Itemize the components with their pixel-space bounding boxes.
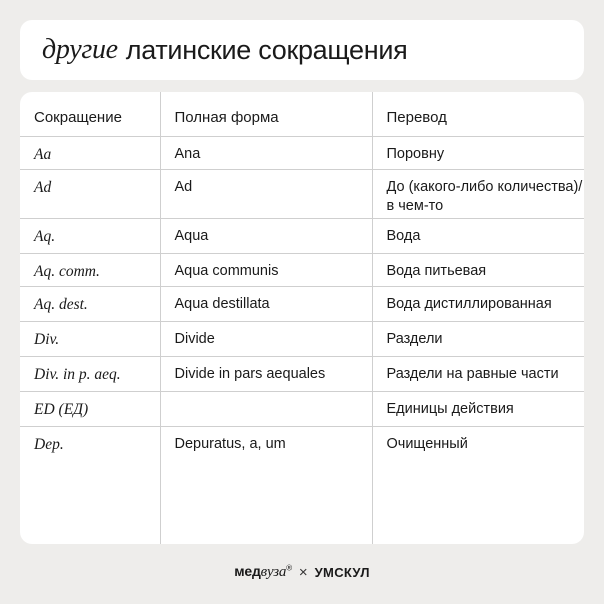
cell-full-form: Ana bbox=[160, 136, 372, 169]
cell-full-form: Aqua bbox=[160, 218, 372, 253]
cell-full-form: Aqua destillata bbox=[160, 286, 372, 321]
title-italic: другие bbox=[42, 34, 118, 65]
cell-full-form: Aqua communis bbox=[160, 253, 372, 286]
cell-translation: Раздели bbox=[372, 321, 584, 356]
title-main: латинские сокращения bbox=[125, 34, 408, 65]
cell-abbreviation: Aq. bbox=[20, 218, 160, 253]
cell-translation: Единицы действия bbox=[372, 391, 584, 426]
cell-translation: До (какого-либо количества)/в чем-то bbox=[372, 169, 584, 218]
cell-abbreviation: Aq. comm. bbox=[20, 253, 160, 286]
medvuza-logo-part1: мед bbox=[234, 563, 261, 579]
cross-icon: × bbox=[298, 563, 308, 581]
table-row bbox=[20, 169, 584, 218]
table-row bbox=[20, 356, 584, 391]
cell-abbreviation: Div. in p. aeq. bbox=[20, 356, 160, 391]
cell-translation: Очищенный bbox=[386, 435, 468, 452]
cell-full-form: Divide bbox=[160, 321, 372, 356]
cell-full-form: Depuratus, a, um bbox=[160, 426, 372, 544]
abbreviations-table bbox=[20, 92, 584, 544]
cell-abbreviation: ED (ЕД) bbox=[20, 391, 160, 426]
cell-full-form: Divide in pars aequales bbox=[160, 356, 372, 391]
cell-full-form bbox=[160, 391, 372, 426]
cell-abbreviation: Aq. dest. bbox=[20, 286, 160, 321]
cell-full-form: Ad bbox=[160, 169, 372, 218]
medvuza-logo bbox=[234, 563, 292, 581]
header-translation: Перевод bbox=[372, 92, 584, 136]
cell-translation: Раздели на равные части bbox=[372, 356, 584, 391]
medvuza-logo-part2: вуза bbox=[260, 564, 287, 580]
cell-abbreviation: Div. bbox=[20, 321, 160, 356]
table-row bbox=[20, 218, 584, 253]
cell-translation: Вода дистиллированная bbox=[372, 286, 584, 321]
title-card bbox=[20, 20, 584, 80]
header-abbreviation: Сокращение bbox=[20, 92, 160, 136]
table-row bbox=[20, 426, 584, 544]
cell-abbreviation: Ad bbox=[20, 169, 160, 218]
table-row bbox=[20, 391, 584, 426]
umskul-logo: УМСКУЛ bbox=[314, 564, 370, 580]
table-header-row bbox=[20, 92, 584, 136]
cell-translation: Вода питьевая bbox=[372, 253, 584, 286]
table-row bbox=[20, 136, 584, 169]
header-full-form: Полная форма bbox=[160, 92, 372, 136]
registered-mark: ® bbox=[286, 563, 292, 573]
table-row bbox=[20, 253, 584, 286]
footer-logos bbox=[0, 560, 604, 584]
cell-abbreviation: Dep. bbox=[20, 426, 160, 544]
table-card bbox=[20, 92, 584, 544]
table-row bbox=[20, 321, 584, 356]
cell-translation: Поровну bbox=[372, 136, 584, 169]
cell-translation: Вода bbox=[372, 218, 584, 253]
cell-abbreviation: Aa bbox=[20, 136, 160, 169]
table-row bbox=[20, 286, 584, 321]
